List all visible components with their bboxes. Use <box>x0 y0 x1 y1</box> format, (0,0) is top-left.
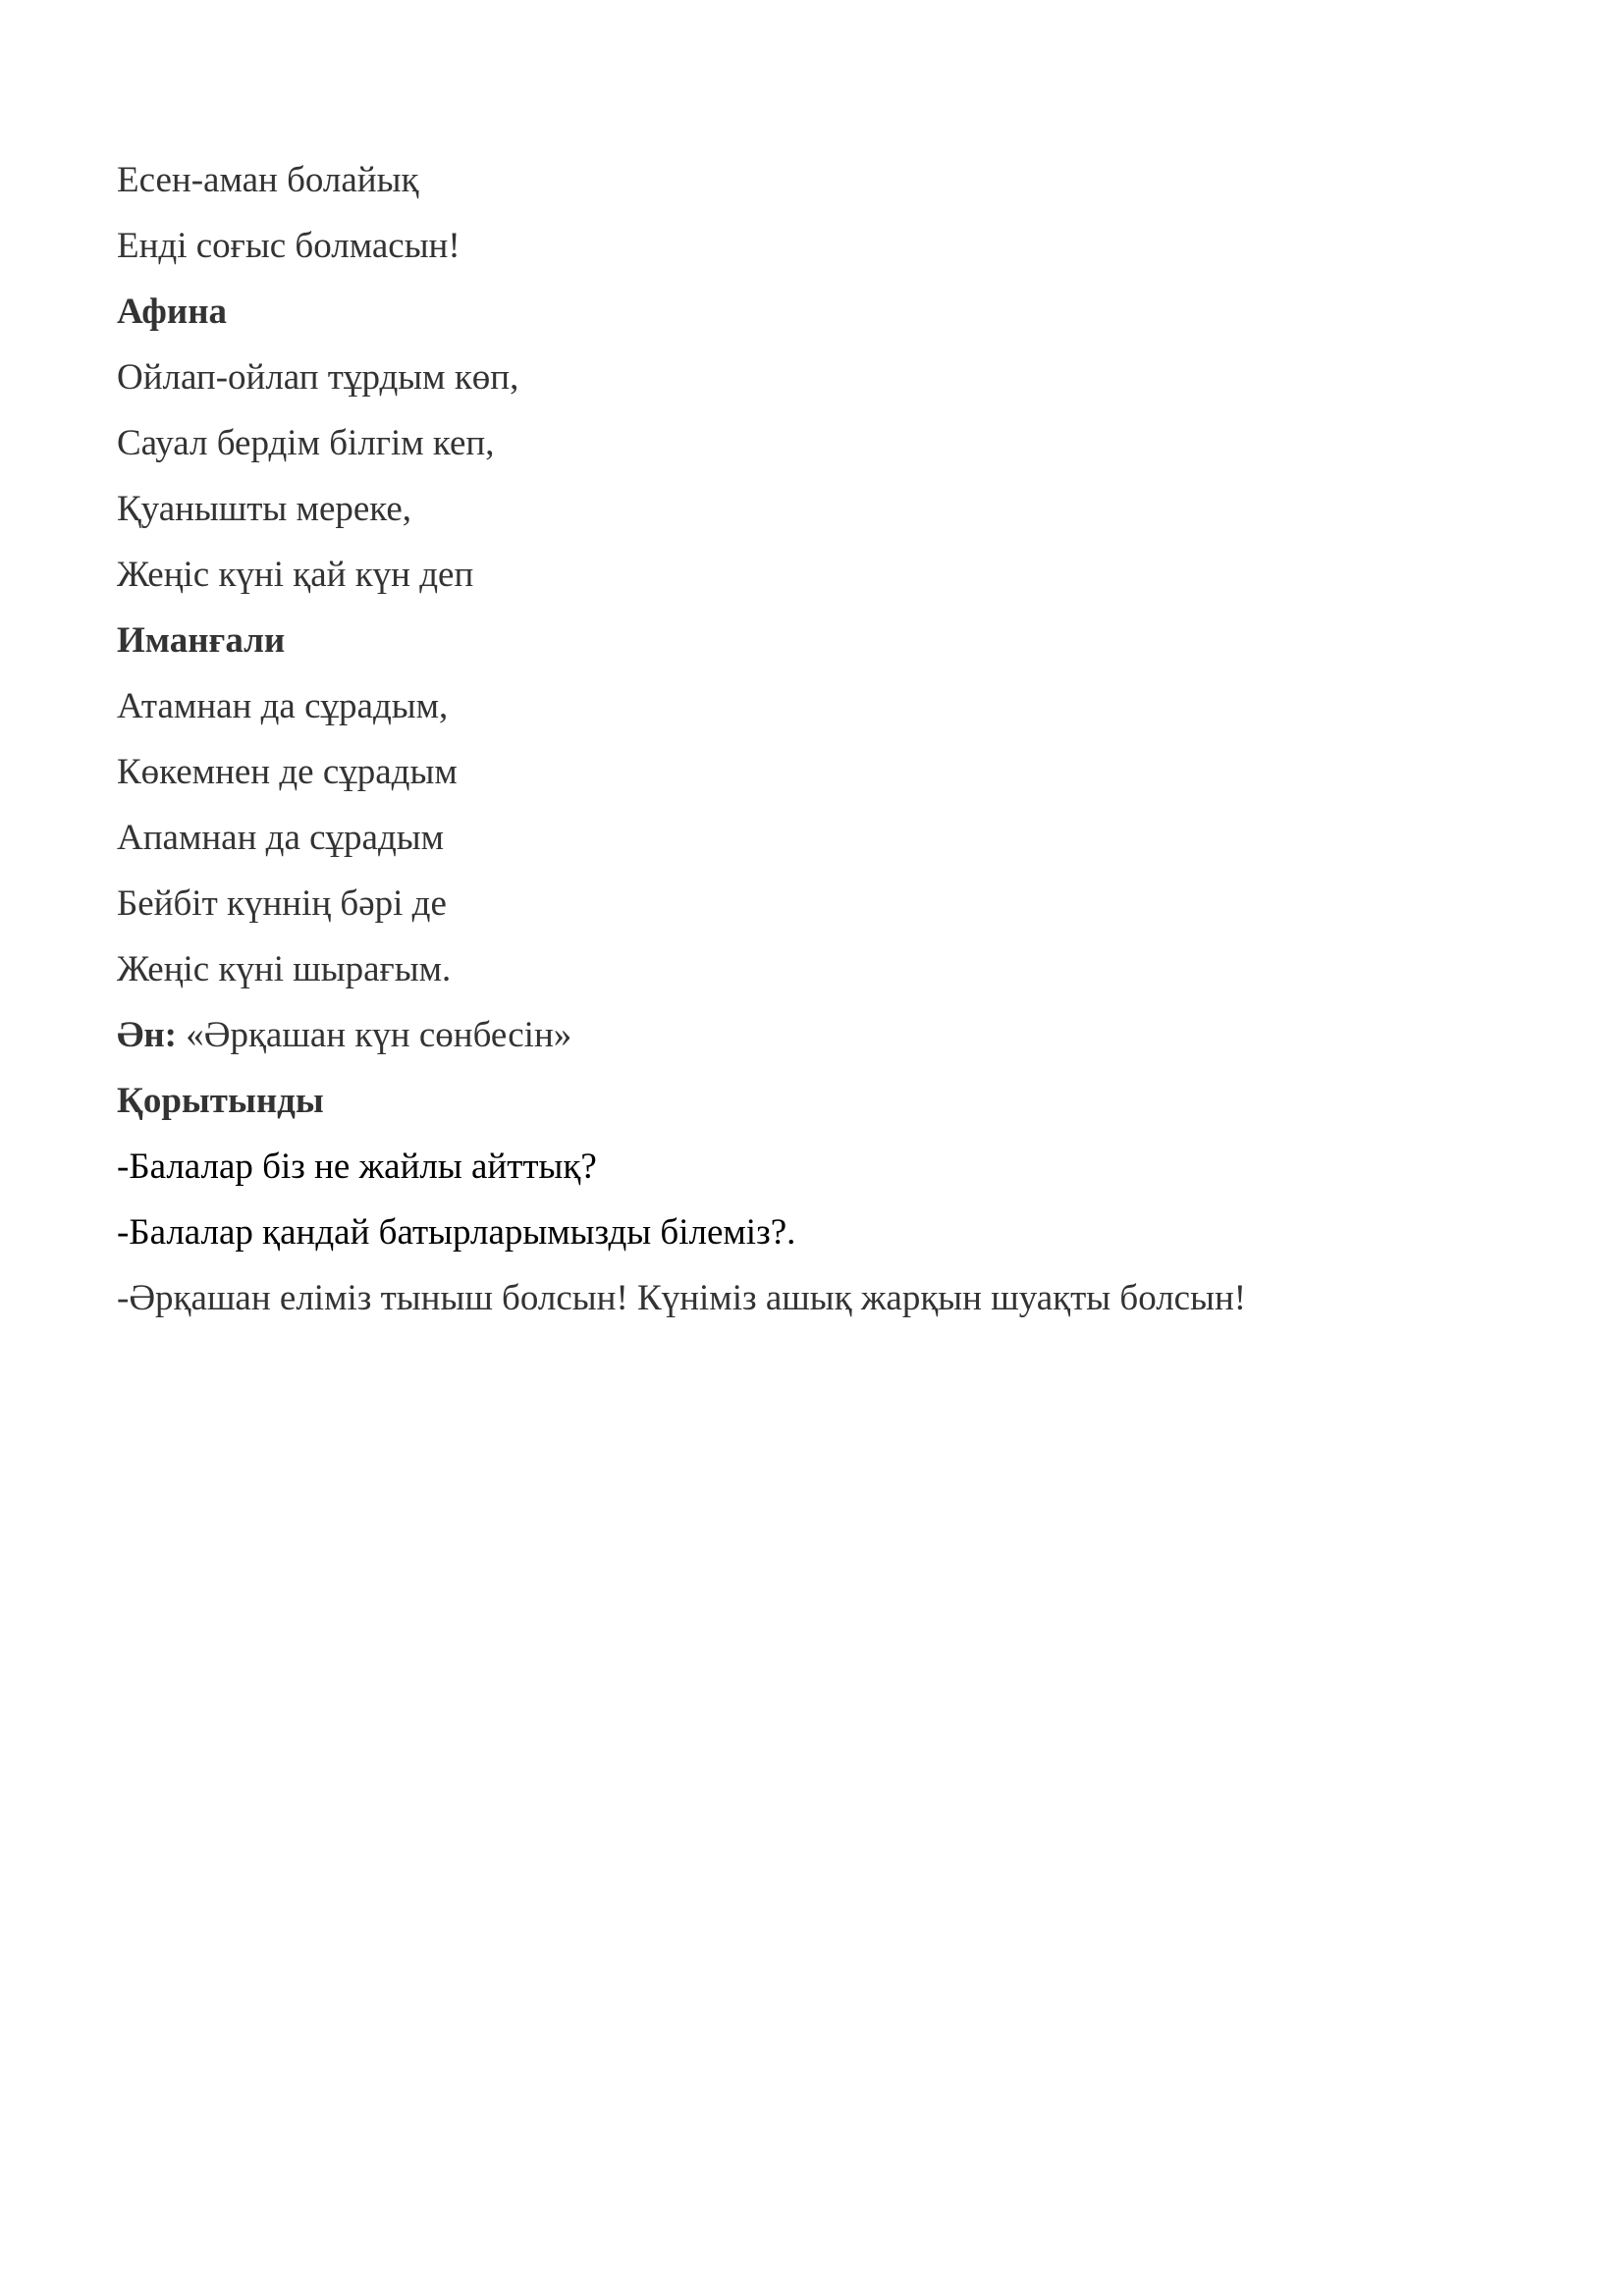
verse-line: Көкемнен де сұрадым <box>117 752 458 792</box>
closing-line: -Әрқашан еліміз тыныш болсын! Күніміз ашық жарқын шуақты болсын! <box>117 1278 1247 1318</box>
verse-line: Қуанышты мереке, <box>117 489 412 529</box>
verse-line: Апамнан да сұрадым <box>117 818 445 858</box>
verse-line: Жеңіс күні қай күн деп <box>117 555 474 595</box>
verse-line: Атамнан да сұрадым, <box>117 686 449 726</box>
speaker-heading-afina: Афина <box>117 292 228 332</box>
conclusion-heading: Қорытынды <box>117 1081 324 1121</box>
question-line: -Балалар қандай батырларымызды білеміз?. <box>117 1212 796 1253</box>
verse-line: Бейбіт күннің бәрі де <box>117 883 447 924</box>
verse-line: Сауал бердім білгім кеп, <box>117 423 495 463</box>
question-line: -Балалар біз не жайлы айттық? <box>117 1147 597 1187</box>
verse-line: Ойлап-ойлап тұрдым көп, <box>117 357 519 398</box>
verse-line: Жеңіс күні шырағым. <box>117 949 452 989</box>
verse-line: Енді соғыс болмасын! <box>117 226 460 266</box>
verse-line: Есен-аман болайық <box>117 160 419 200</box>
song-label: Ән: <box>117 1015 177 1055</box>
song-title: «Әрқашан күн сөнбесін» <box>186 1015 572 1055</box>
song-line <box>117 1002 1511 1068</box>
document-body <box>117 147 1511 1331</box>
speaker-heading-imangali: Иманғали <box>117 620 286 661</box>
